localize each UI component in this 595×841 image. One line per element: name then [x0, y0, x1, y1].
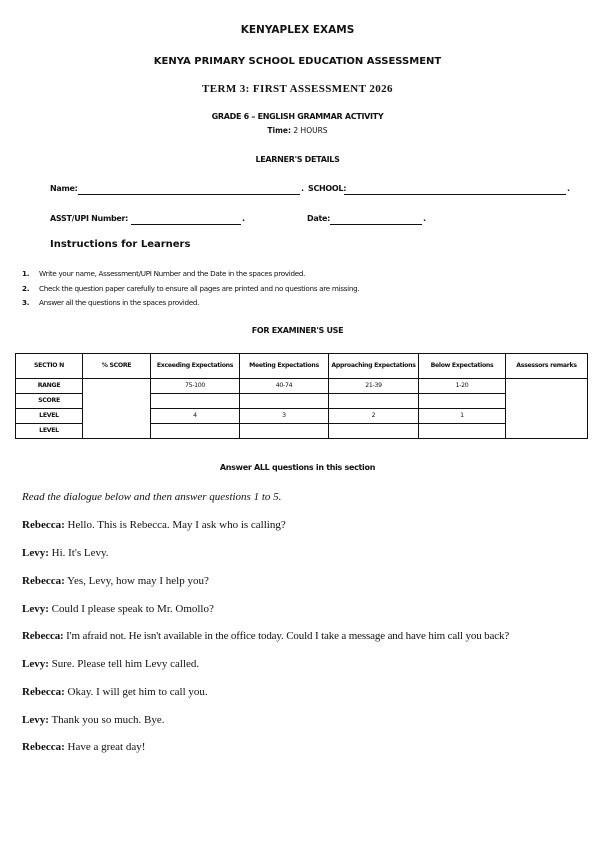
dialogue-instruction: Read the dialogue below and then answer questions 1 to 5. — [22, 491, 282, 503]
speaker: Rebecca: — [22, 741, 65, 753]
column-header: SECTIO N — [16, 354, 83, 379]
dialogue-line — [22, 603, 214, 615]
table-cell: 2 — [329, 409, 419, 424]
dialogue-text: Okay. I will get him to call you. — [67, 686, 208, 698]
column-header: % SCORE — [83, 354, 151, 379]
instruction-item: 3. Answer all the questions in the spaces provided. — [22, 298, 200, 307]
table-cell[interactable] — [240, 424, 329, 439]
assessor-remarks-cell[interactable] — [506, 379, 588, 439]
percent-score-cell[interactable] — [83, 379, 151, 439]
column-header: Approaching Expectations — [329, 354, 419, 379]
column-header: Meeting Expectations — [240, 354, 329, 379]
assessment-title: KENYA PRIMARY SCHOOL EDUCATION ASSESSMENT — [153, 56, 442, 67]
examiner-use-heading: FOR EXAMINER'S USE — [251, 326, 344, 335]
speaker: Rebecca: — [22, 575, 65, 587]
table-cell: 4 — [151, 409, 240, 424]
instructions-heading: Instructions for Learners — [50, 239, 191, 250]
table-cell[interactable] — [419, 394, 506, 409]
speaker: Levy: — [22, 547, 49, 559]
table-cell: 21-39 — [329, 379, 419, 394]
table-cell[interactable] — [151, 424, 240, 439]
table-header-row — [16, 354, 588, 379]
term-title: TERM 3: FIRST ASSESSMENT 2026 — [202, 83, 393, 95]
name-label: Name: — [50, 184, 78, 193]
examiner-score-table — [15, 353, 588, 439]
dialogue-line — [22, 547, 109, 559]
subject-title: GRADE 6 – ENGLISH GRAMMAR ACTIVITY — [211, 112, 384, 121]
column-header: Below Expectations — [419, 354, 506, 379]
row-label: LEVEL — [16, 424, 83, 439]
section-heading: Answer ALL questions in this section — [219, 463, 376, 472]
dialogue-text: I'm afraid not. He isn't available in the office today. Could I take a message and have him call you back? — [66, 630, 510, 642]
column-header: Assessors remarks — [506, 354, 588, 379]
row-label: RANGE — [16, 379, 83, 394]
asst-upi-label: ASST/UPI Number: — [50, 214, 129, 223]
instruction-item: 2. Check the question paper carefully to ensure all pages are printed and no questions are missing. — [22, 284, 360, 293]
table-cell[interactable] — [329, 394, 419, 409]
dialogue-line — [22, 575, 209, 587]
dialogue-line — [22, 741, 145, 753]
speaker: Levy: — [22, 603, 49, 615]
dialogue-line — [22, 714, 165, 726]
instruction-item: 1. Write your name, Assessment/UPI Number and the Date in the spaces provided. — [22, 269, 306, 278]
name-field[interactable] — [78, 185, 300, 195]
learner-details-heading: LEARNER'S DETAILS — [255, 155, 340, 164]
dialogue-text: Thank you so much. Bye. — [51, 714, 165, 726]
row-label: SCORE — [16, 394, 83, 409]
table-cell: 3 — [240, 409, 329, 424]
speaker: Levy: — [22, 714, 49, 726]
row-label: LEVEL — [16, 409, 83, 424]
table-cell: 75-100 — [151, 379, 240, 394]
column-header: Exceeding Expectations — [151, 354, 240, 379]
speaker: Rebecca: — [22, 519, 65, 531]
time-label: Time: — [267, 126, 292, 135]
table-cell[interactable] — [419, 424, 506, 439]
speaker: Rebecca: — [22, 686, 65, 698]
date-label: Date: — [307, 214, 330, 223]
speaker: Rebecca: — [22, 630, 64, 642]
table-cell: 40-74 — [240, 379, 329, 394]
speaker: Levy: — [22, 658, 49, 670]
dialogue-line — [22, 658, 199, 670]
table-cell[interactable] — [240, 394, 329, 409]
dialogue-text: Hi. It's Levy. — [51, 547, 109, 559]
field-separator: . — [242, 214, 245, 223]
dialogue-text: Sure. Please tell him Levy called. — [51, 658, 200, 670]
dialogue-line — [22, 630, 509, 642]
dialogue-text: Hello. This is Rebecca. May I ask who is calling? — [67, 519, 286, 531]
field-separator: . — [301, 184, 304, 193]
dialogue-line — [22, 686, 208, 698]
time-value: 2 HOURS — [293, 126, 328, 135]
table-cell[interactable] — [151, 394, 240, 409]
dialogue-text: Could I please speak to Mr. Omollo? — [51, 603, 214, 615]
school-label: SCHOOL: — [308, 184, 347, 193]
asst-upi-field[interactable] — [131, 215, 241, 225]
field-separator: . — [567, 184, 570, 193]
dialogue-line — [22, 519, 286, 531]
date-field[interactable] — [330, 215, 422, 225]
exam-provider-title: KENYAPLEX EXAMS — [240, 24, 355, 36]
dialogue-text: Have a great day! — [67, 741, 146, 753]
table-row — [16, 379, 588, 394]
table-cell: 1-20 — [419, 379, 506, 394]
dialogue-text: Yes, Levy, how may I help you? — [67, 575, 209, 587]
field-separator: . — [423, 214, 426, 223]
table-cell[interactable] — [329, 424, 419, 439]
time-allowed — [0, 126, 595, 135]
school-field[interactable] — [344, 185, 566, 195]
table-cell: 1 — [419, 409, 506, 424]
